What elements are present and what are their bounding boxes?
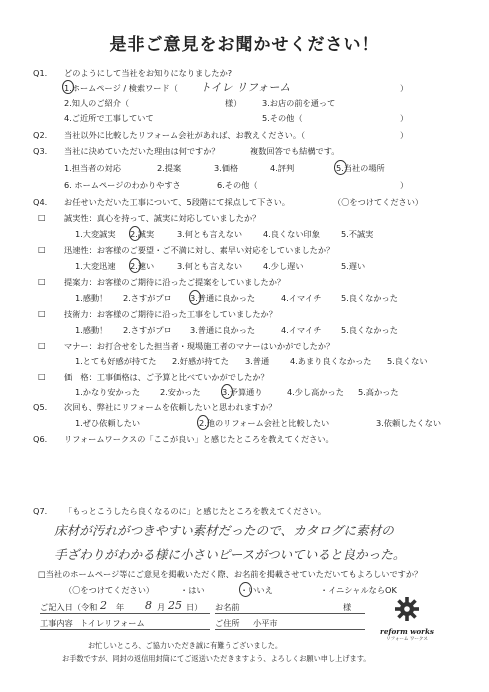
publish-no-option[interactable]: ・いいえ xyxy=(240,585,273,595)
q3-note: 複数回答でも結構です。 xyxy=(250,146,340,156)
q4-item-option[interactable]: 3.普通 xyxy=(245,356,270,366)
answer-circle xyxy=(197,415,209,430)
q7-answer-line-1[interactable]: 床材が汚れがつきやすい素材だったので、カタログに素材の xyxy=(54,523,394,538)
q4-item-option[interactable]: 3.何とも言えない xyxy=(177,229,243,239)
q4-item-option[interactable]: 4.少し高かった xyxy=(287,387,344,397)
date-day-unit: 日） xyxy=(186,602,203,612)
answer-circle xyxy=(189,290,201,305)
q6-number: Q6. xyxy=(33,434,48,444)
answer-circle xyxy=(334,160,347,175)
q1-option-1[interactable]: 1.ホームページ / 検索ワード（ xyxy=(64,83,178,93)
q4-item-option[interactable]: 2.速い xyxy=(130,261,155,271)
address-label: ご住所 xyxy=(215,618,240,628)
checkbox[interactable]: □ xyxy=(38,372,46,381)
q2-close: ） xyxy=(400,130,409,140)
q4-item-option[interactable]: 1.感動！ xyxy=(75,293,108,303)
work-underline xyxy=(40,629,210,630)
q4-item-option[interactable]: 5.高かった xyxy=(358,387,399,397)
q1-option-4[interactable]: 4.ご近所で工事していて xyxy=(64,113,154,123)
q3-option-3[interactable]: 3.価格 xyxy=(214,163,239,173)
q1-text: どのようにして当社をお知りになりましたか? xyxy=(64,68,233,78)
q4-item-label: マナー：お打合せをした担当者・現場施工者のマナーはいかがでしたか？ xyxy=(64,341,335,351)
q5-option-1[interactable]: 1.ぜひ依頼したい xyxy=(75,418,141,428)
name-suffix: 様 xyxy=(343,602,352,612)
address-value[interactable]: 小平市 xyxy=(253,618,278,628)
name-underline[interactable] xyxy=(215,613,365,614)
q4-item-label: 価 格：工事価格は、ご予算と比べていかがでしたか？ xyxy=(64,372,269,382)
publish-consent-note: （〇をつけてください） xyxy=(64,585,155,595)
q4-item-label: 迅速性：お客様のご要望・ご不満に対し、素早い対応をしていましたか？ xyxy=(64,245,335,255)
work-label: 工事内容 xyxy=(40,618,73,628)
checkbox[interactable]: □ xyxy=(38,213,46,222)
q4-item-option[interactable]: 1.とても好感が持てた xyxy=(75,356,157,366)
checkbox[interactable]: □ xyxy=(38,277,46,286)
q4-item-option[interactable]: 1.感動！ xyxy=(75,325,108,335)
answer-circle xyxy=(129,258,141,273)
reform-works-logo xyxy=(378,592,436,644)
date-day-value[interactable]: 25 xyxy=(168,599,182,612)
q5-option-3[interactable]: 3.依頼したくない xyxy=(376,418,442,428)
q4-item-option[interactable]: 3.普通に良かった xyxy=(190,325,256,335)
q7-answer-line-2[interactable]: 手ざわりがわかる様に小さいピースがついていると良かった。 xyxy=(54,547,406,562)
q3-option-4[interactable]: 4.評判 xyxy=(270,163,295,173)
q4-item-option[interactable]: 5.不誠実 xyxy=(341,229,374,239)
q4-item-option[interactable]: 4.イマイチ xyxy=(281,293,322,303)
q4-item-option[interactable]: 2.好感が持てた xyxy=(172,356,229,366)
date-month-unit: 月 xyxy=(157,602,166,612)
date-month-value[interactable]: 8 xyxy=(145,599,152,612)
q4-item-option[interactable]: 4.良くない印象 xyxy=(263,229,320,239)
q4-item-option[interactable]: 1.かなり安かった xyxy=(75,387,141,397)
q4-item-option[interactable]: 4.あまり良くなかった xyxy=(290,356,372,366)
q5-option-2[interactable]: 2.他のリフォーム会社と比較したい xyxy=(199,418,330,428)
q2-text: 当社以外に比較したリフォーム会社があれば、お教えください。（ xyxy=(64,130,306,140)
q5-number: Q5. xyxy=(33,402,48,412)
q1-option-1-close: ） xyxy=(400,83,409,93)
thanks-line-2: お手数ですが、同封の返信用封筒にてご返送いただきますよう、よろしくお願い申し上げます。 xyxy=(62,654,371,663)
q4-note: （〇をつけてください） xyxy=(333,197,424,207)
date-year-value[interactable]: 2 xyxy=(100,599,107,612)
q4-item-option[interactable]: 5.良くなかった xyxy=(341,325,398,335)
q5-text: 次回も、弊社にリフォームを依頼したいと思われますか？ xyxy=(64,402,277,412)
date-label: ご記入日（令和 xyxy=(40,602,98,612)
publish-initial-option[interactable]: ・イニシャルならOK xyxy=(320,585,397,595)
q3-option-7-close: ） xyxy=(400,180,409,190)
q1-option-5-close: ） xyxy=(400,113,409,123)
logo-subtext: リフォーム ワークス xyxy=(386,637,428,642)
q3-option-1[interactable]: 1.担当者の対応 xyxy=(64,163,121,173)
q1-option-2[interactable]: 2.知人のご紹介（ xyxy=(64,98,130,108)
q4-item-option[interactable]: 1.大変誠実 xyxy=(75,229,116,239)
q7-number: Q7. xyxy=(33,506,48,516)
checkbox[interactable]: □ xyxy=(38,245,46,254)
q4-item-option[interactable]: 4.イマイチ xyxy=(281,325,322,335)
checkbox[interactable]: □ xyxy=(38,341,46,350)
q4-item-option[interactable]: 4.少し遅い xyxy=(263,261,304,271)
q3-option-5[interactable]: 5.当社の場所 xyxy=(336,163,385,173)
q1-number: Q1. xyxy=(33,68,48,78)
q4-item-label: 提案力：お客様のご期待に沿ったご提案をしていましたか？ xyxy=(64,277,286,287)
q3-option-6[interactable]: 6. ホームページのわかりやすさ xyxy=(64,180,181,190)
q4-number: Q4. xyxy=(33,197,48,207)
checkbox[interactable]: □ xyxy=(38,309,46,318)
q3-option-7[interactable]: 6.その他（ xyxy=(217,180,258,190)
q1-search-word-answer[interactable]: トイレ リフォーム xyxy=(200,81,291,94)
q4-item-option[interactable]: 2.誠実 xyxy=(130,229,155,239)
q7-text: 「もっとこうしたら良くなるのに」と感じたところを教えてください。 xyxy=(64,506,327,516)
thanks-line-1: お忙しいところ、ご協力いただき誠に有難うございました。 xyxy=(88,641,283,650)
answer-circle xyxy=(239,582,252,597)
q4-item-option[interactable]: 1.大変迅速 xyxy=(75,261,116,271)
answer-circle xyxy=(221,384,233,399)
q4-item-option[interactable]: 3.何とも言えない xyxy=(177,261,243,271)
q4-item-label: 技術力：お客様のご期待に沿った工事をしていましたか？ xyxy=(64,309,277,319)
q4-item-option[interactable]: 3.普通に良かった xyxy=(190,293,256,303)
q1-option-2-suffix: 様） xyxy=(225,98,242,108)
name-label: お名前 xyxy=(215,602,240,612)
q4-item-option[interactable]: 5.良くない xyxy=(387,356,428,366)
q1-option-3[interactable]: 3.お店の前を通って xyxy=(262,98,336,108)
logo-text: reform works xyxy=(380,627,434,636)
q6-text: リフォームワークスの「ここが良い」と感じたところを教えてください。 xyxy=(64,434,334,444)
q4-item-option[interactable]: 2.さすがプロ xyxy=(123,293,172,303)
address-underline xyxy=(215,629,365,630)
publish-consent-question: □当社のホームページ等にご意見を掲載いただく際、お名前を掲載させていただいてもよろしいですか？ xyxy=(38,569,423,579)
page-title: 是非ご意見をお聞かせください！ xyxy=(109,35,380,55)
q3-option-2[interactable]: 2.提案 xyxy=(157,163,182,173)
q4-item-option[interactable]: 2.さすがプロ xyxy=(123,325,172,335)
q3-number: Q3. xyxy=(33,146,48,156)
answer-circle xyxy=(129,226,141,241)
publish-yes-option[interactable]: ・はい xyxy=(180,585,205,595)
q4-item-option[interactable]: 2.安かった xyxy=(160,387,201,397)
q2-number: Q2. xyxy=(33,130,48,140)
date-year-unit: 年 xyxy=(116,602,125,612)
q4-item-option[interactable]: 5.遅い xyxy=(341,261,366,271)
q4-item-option[interactable]: 3.予算通り xyxy=(222,387,263,397)
q1-option-5[interactable]: 5.その他（ xyxy=(262,113,303,123)
q3-text: 当社に決めていただいた理由は何ですか？ xyxy=(64,146,220,156)
date-underline xyxy=(40,613,210,614)
q4-text: お任せいただいた工事について、5段階にて採点して下さい。 xyxy=(64,197,290,207)
q4-item-label: 誠実性：真心を持って、誠実に対応していましたか？ xyxy=(64,213,261,223)
work-value[interactable]: トイレリフォーム xyxy=(80,618,145,628)
answer-circle xyxy=(62,80,74,94)
q4-item-option[interactable]: 5.良くなかった xyxy=(341,293,398,303)
